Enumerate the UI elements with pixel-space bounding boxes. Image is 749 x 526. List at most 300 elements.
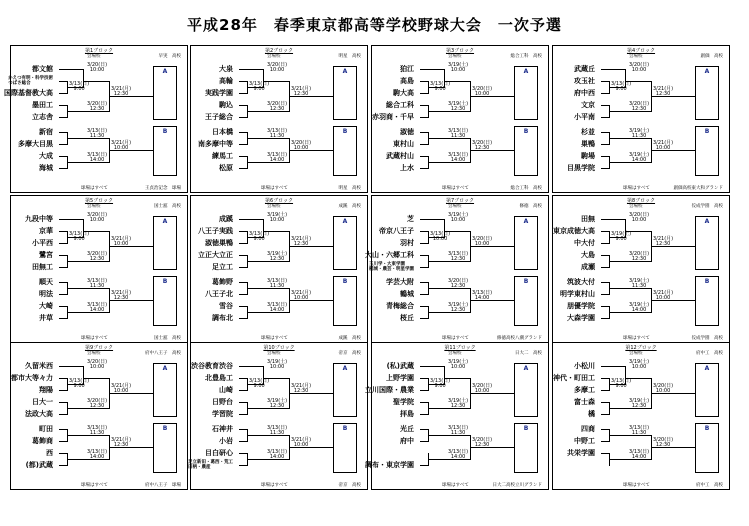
final-box-a bbox=[695, 363, 719, 417]
match-schedule: 3/13(日) 14:00 bbox=[267, 152, 288, 163]
footer-prefix: 球場はすべて bbox=[81, 483, 108, 488]
bracket-line bbox=[601, 255, 609, 256]
team-name: 新宿 bbox=[39, 128, 53, 136]
team-name: 小平南 bbox=[574, 113, 595, 121]
bracket-line bbox=[601, 453, 609, 454]
final-box-a-label: A bbox=[342, 218, 348, 225]
bracket-line bbox=[420, 414, 428, 415]
final-box-b bbox=[153, 126, 177, 176]
venue-label: 会場校 bbox=[87, 351, 101, 356]
bracket-line bbox=[247, 69, 263, 70]
match-schedule: 3/21(月) 12:30 bbox=[291, 86, 312, 97]
bracket-line bbox=[59, 132, 67, 133]
match-schedule: 3/21(月) 10:00 bbox=[291, 437, 312, 448]
venue-school: 日大二 高校 bbox=[515, 351, 542, 356]
team-name: 赤羽商・千早 bbox=[372, 113, 414, 121]
bracket-line bbox=[239, 117, 247, 118]
footer-prefix: 球場はすべて bbox=[442, 186, 469, 191]
bracket-line bbox=[59, 453, 67, 454]
bracket-line bbox=[239, 219, 247, 220]
bracket-line bbox=[420, 378, 428, 379]
bracket-block bbox=[365, 342, 549, 490]
team-name: 高島 bbox=[400, 77, 414, 85]
bracket-line bbox=[59, 69, 67, 70]
match-schedule: 3/19(土) 12:30 bbox=[267, 251, 288, 262]
final-box-a bbox=[695, 216, 719, 270]
bracket-line bbox=[59, 168, 67, 169]
footer-venue: 王貞治記念 球場 bbox=[145, 186, 181, 191]
team-name: 立志舎 bbox=[32, 113, 53, 121]
bracket-line bbox=[420, 441, 428, 442]
bracket-line bbox=[239, 255, 247, 256]
match-schedule: 3/13(日) 11:30 bbox=[448, 425, 469, 436]
team-name: 文京 bbox=[581, 101, 595, 109]
bracket-line bbox=[601, 414, 609, 415]
bracket-line bbox=[609, 219, 625, 220]
final-box-a-label: A bbox=[704, 365, 710, 372]
team-name: 聖学院 bbox=[393, 398, 414, 406]
team-name: 武蔵村山 bbox=[386, 152, 414, 160]
team-name: 玉川学・大東学園 稲城・農芸・明星学園 bbox=[369, 262, 414, 272]
match-schedule: 3/20(日) 12:30 bbox=[472, 437, 493, 448]
team-name: 朋優学院 bbox=[567, 302, 595, 310]
block-title: 第12ブロック bbox=[625, 345, 657, 351]
bracket-line bbox=[239, 168, 247, 169]
final-box-a bbox=[153, 363, 177, 417]
footer-venue: 創価高校東大和グランド bbox=[673, 186, 723, 191]
match-schedule: 3/21(月) 12:30 bbox=[111, 437, 132, 448]
team-name: (私)武蔵 bbox=[386, 362, 414, 370]
bracket-line bbox=[239, 282, 247, 283]
bracket-line bbox=[601, 144, 609, 145]
final-box-b bbox=[695, 423, 719, 473]
match-schedule: 3/19(土) 14:00 bbox=[629, 152, 650, 163]
team-name: 明法 bbox=[39, 290, 53, 298]
final-box-a bbox=[153, 66, 177, 120]
team-name: 田無工 bbox=[32, 263, 53, 271]
match-schedule: 3/20(日) 12:30 bbox=[472, 140, 493, 151]
bracket-line bbox=[428, 69, 444, 70]
bracket-line bbox=[420, 81, 428, 82]
match-schedule: 3/13(日) 12:30 bbox=[448, 251, 469, 262]
team-name: 日野台 bbox=[212, 398, 233, 406]
match-schedule: 3/20(日) 10:00 bbox=[629, 212, 650, 223]
bracket-block bbox=[552, 45, 730, 193]
final-box-a-label: A bbox=[162, 68, 168, 75]
final-box-a-label: A bbox=[342, 68, 348, 75]
bracket-line bbox=[420, 168, 428, 169]
block-title: 第4ブロック bbox=[626, 48, 656, 54]
bracket-line bbox=[59, 81, 67, 82]
match-schedule: 3/21(月) 10:00 bbox=[111, 140, 132, 151]
team-name: 総合工科 bbox=[386, 101, 414, 109]
team-name: 鷺宮 bbox=[39, 251, 53, 259]
match-schedule: 3/13(日) 11:30 bbox=[448, 128, 469, 139]
team-name: かえつ有明・科学技術 つばさ総合 bbox=[8, 76, 53, 86]
venue-school: 国士舘 高校 bbox=[154, 204, 181, 209]
bracket-block bbox=[10, 195, 188, 343]
venue-label: 会場校 bbox=[629, 351, 643, 356]
venue-label: 会場校 bbox=[448, 54, 462, 59]
team-name: 練馬工 bbox=[212, 152, 233, 160]
match-schedule: 3/20(日) 10:00 bbox=[87, 359, 108, 370]
final-box-b-label: B bbox=[523, 278, 529, 285]
match-schedule: 3/20(日) 12:30 bbox=[653, 437, 674, 448]
team-name: 駒込 bbox=[219, 101, 233, 109]
match-schedule: 3/13(日) 11:30 bbox=[267, 425, 288, 436]
final-box-b-label: B bbox=[523, 425, 529, 432]
team-name: 大崎 bbox=[39, 302, 53, 310]
bracket-line bbox=[247, 219, 263, 220]
match-schedule: 3/21(月) 10:00 bbox=[111, 383, 132, 394]
bracket-line bbox=[420, 231, 428, 232]
team-name: 立川国際・農業 bbox=[365, 386, 414, 394]
team-name: 翔陽 bbox=[39, 386, 53, 394]
match-schedule: 3/13(日) 11:30 bbox=[87, 128, 108, 139]
bracket-line bbox=[601, 390, 609, 391]
block-title: 第5ブロック bbox=[84, 198, 114, 204]
venue-school: 府中八王子 高校 bbox=[145, 351, 181, 356]
team-name: 久留米西 bbox=[25, 362, 53, 370]
bracket-line bbox=[239, 366, 247, 367]
team-name: 上水 bbox=[400, 164, 414, 172]
bracket-line bbox=[601, 282, 609, 283]
bracket-line bbox=[420, 132, 428, 133]
team-name: 富士森 bbox=[574, 398, 595, 406]
bracket-block bbox=[365, 195, 549, 343]
match-schedule: 3/13(日) 9:00 bbox=[69, 378, 90, 389]
match-schedule: 3/21(月) 10:00 bbox=[111, 236, 132, 247]
team-name: 葛飾野 bbox=[212, 278, 233, 286]
team-name: 都市大等々力 bbox=[11, 374, 53, 382]
block-title: 第6ブロック bbox=[264, 198, 294, 204]
bracket-line bbox=[239, 69, 247, 70]
bracket-block bbox=[190, 342, 368, 490]
team-name: 淑徳巣鴨 bbox=[205, 239, 233, 247]
block-title: 第2ブロック bbox=[264, 48, 294, 54]
match-schedule: 3/21(月) 12:30 bbox=[653, 86, 674, 97]
bracket-line bbox=[420, 144, 428, 145]
venue-school: 明星 高校 bbox=[338, 54, 361, 59]
match-schedule: 3/13(日) 14:00 bbox=[448, 449, 469, 460]
bracket-line bbox=[239, 453, 247, 454]
bracket-line bbox=[420, 429, 428, 430]
block-title: 第1ブロック bbox=[84, 48, 114, 54]
match-schedule: 3/13(日) 9:00 bbox=[611, 81, 632, 92]
match-schedule: 3/20(日) 12:30 bbox=[629, 251, 650, 262]
match-schedule: 3/21(月) 12:30 bbox=[291, 383, 312, 394]
match-schedule: 3/20(日) 12:30 bbox=[448, 278, 469, 289]
match-schedule: 3/19(土) 14:00 bbox=[629, 302, 650, 313]
match-schedule: 3/13(日) 14:00 bbox=[87, 449, 108, 460]
bracket-line bbox=[601, 156, 609, 157]
match-schedule: 3/13(日) 9:00 bbox=[69, 81, 90, 92]
bracket-line bbox=[239, 81, 247, 82]
team-name: 光丘 bbox=[400, 425, 414, 433]
bracket-line bbox=[239, 429, 247, 430]
match-schedule: 3/19(土) 10:00 bbox=[629, 359, 650, 370]
match-schedule: 3/13(日) 11:30 bbox=[87, 278, 108, 289]
team-name: 南多摩中等 bbox=[198, 140, 233, 148]
venue-school: 佼成学園 高校 bbox=[691, 204, 723, 209]
team-name: 学芸大附 bbox=[386, 278, 414, 286]
bracket-line bbox=[601, 402, 609, 403]
match-schedule: 3/19(土) 10:00 bbox=[267, 359, 288, 370]
bracket-line bbox=[601, 219, 609, 220]
venue-school: 修徳 高校 bbox=[519, 204, 542, 209]
team-name: 共栄学園 bbox=[567, 449, 595, 457]
venue-school: 帝京 高校 bbox=[338, 351, 361, 356]
team-name: 大成 bbox=[39, 152, 53, 160]
team-name: 大山・六郷工科 bbox=[365, 251, 414, 259]
match-schedule: 3/13(日) 14:00 bbox=[87, 302, 108, 313]
block-title: 第8ブロック bbox=[626, 198, 656, 204]
final-box-b bbox=[514, 126, 538, 176]
bracket-line bbox=[601, 441, 609, 442]
match-schedule: 3/13(日) 9:00 bbox=[249, 231, 270, 242]
footer-prefix: 球場はすべて bbox=[623, 483, 650, 488]
final-box-b bbox=[153, 276, 177, 326]
match-schedule: 3/21(月) 12:30 bbox=[291, 236, 312, 247]
team-name: 立正大立正 bbox=[198, 251, 233, 259]
final-box-b-label: B bbox=[162, 278, 168, 285]
footer-prefix: 球場はすべて bbox=[261, 336, 288, 341]
team-name: 大森学園 bbox=[567, 314, 595, 322]
bracket-line bbox=[67, 69, 83, 70]
final-box-b-label: B bbox=[342, 128, 348, 135]
venue-school: 総合工科 高校 bbox=[510, 54, 542, 59]
team-name: 日大一 bbox=[32, 398, 53, 406]
bracket-line bbox=[601, 318, 609, 319]
match-schedule: 3/19(土) 12:30 bbox=[267, 398, 288, 409]
team-name: 八王子北 bbox=[205, 290, 233, 298]
bracket-line bbox=[67, 366, 83, 367]
match-schedule: 3/20(日) 10:00 bbox=[87, 62, 108, 73]
match-schedule: 3/20(日) 12:30 bbox=[87, 101, 108, 112]
footer-venue: 佼成学園 高校 bbox=[691, 336, 723, 341]
bracket-line bbox=[59, 366, 67, 367]
match-schedule: 3/13(日) 9:00 bbox=[249, 378, 270, 389]
match-schedule: 3/20(日) 10:00 bbox=[472, 86, 493, 97]
block-title: 第3ブロック bbox=[445, 48, 475, 54]
bracket-line bbox=[239, 441, 247, 442]
final-box-b-label: B bbox=[704, 278, 710, 285]
team-name: 海城 bbox=[39, 164, 53, 172]
bracket-line bbox=[420, 402, 428, 403]
final-box-a bbox=[514, 66, 538, 120]
team-name: 多摩大目黒 bbox=[18, 140, 53, 148]
team-name: 高輪 bbox=[219, 77, 233, 85]
bracket-line bbox=[420, 243, 428, 244]
team-name: 雪谷 bbox=[219, 302, 233, 310]
bracket-line bbox=[601, 366, 609, 367]
footer-venue: 国士舘 高校 bbox=[154, 336, 181, 341]
team-name: 八王子実践 bbox=[198, 227, 233, 235]
bracket-line bbox=[239, 465, 247, 466]
footer-prefix: 球場はすべて bbox=[261, 186, 288, 191]
match-schedule: 3/13(日) 11:30 bbox=[87, 425, 108, 436]
bracket-line bbox=[247, 366, 263, 367]
final-box-a bbox=[333, 216, 357, 270]
team-name: 実践学園 bbox=[205, 89, 233, 97]
bracket-line bbox=[59, 156, 67, 157]
footer-prefix: 球場はすべて bbox=[623, 186, 650, 191]
match-schedule: 3/13(日) 9:00 bbox=[611, 378, 632, 389]
final-box-a-label: A bbox=[704, 68, 710, 75]
bracket-line bbox=[59, 219, 67, 220]
bracket-line bbox=[59, 231, 67, 232]
bracket-line bbox=[59, 441, 67, 442]
bracket-line bbox=[59, 465, 67, 466]
footer-prefix: 球場はすべて bbox=[81, 186, 108, 191]
match-schedule: 3/19(土) 12:30 bbox=[629, 398, 650, 409]
team-name: 府中 bbox=[400, 437, 414, 445]
team-name: 四商 bbox=[581, 425, 595, 433]
match-schedule: 3/21(月) 12:30 bbox=[111, 290, 132, 301]
team-name: 小松川 bbox=[574, 362, 595, 370]
venue-school: 創価 高校 bbox=[700, 54, 723, 59]
team-name: 桜丘 bbox=[400, 314, 414, 322]
venue-label: 会場校 bbox=[87, 54, 101, 59]
bracket-block bbox=[10, 342, 188, 490]
match-schedule: 3/13(日) 9:00 bbox=[430, 81, 451, 92]
team-name: 鶴城 bbox=[400, 290, 414, 298]
page-title: 平成28年 春季東京都高等学校野球大会 一次予選 bbox=[187, 16, 562, 34]
team-name: 芝 bbox=[407, 215, 414, 223]
team-name: 成蹊 bbox=[219, 215, 233, 223]
match-schedule: 3/13(日) 14:00 bbox=[87, 152, 108, 163]
final-box-a bbox=[153, 216, 177, 270]
bracket-line bbox=[601, 243, 609, 244]
final-box-b-label: B bbox=[342, 425, 348, 432]
match-schedule: 3/20(日) 10:00 bbox=[653, 383, 674, 394]
team-name: 東村山 bbox=[393, 140, 414, 148]
team-name: 日本橋 bbox=[212, 128, 233, 136]
final-box-b-label: B bbox=[162, 128, 168, 135]
venue-label: 会場校 bbox=[629, 54, 643, 59]
footer-venue: 修徳高校八潮グランド bbox=[497, 336, 542, 341]
venue-label: 会場校 bbox=[267, 54, 281, 59]
team-name: 上野学園 bbox=[386, 374, 414, 382]
team-name: 東京成徳大高 bbox=[553, 227, 595, 235]
team-name: 青梅総合 bbox=[386, 302, 414, 310]
bracket-line bbox=[239, 105, 247, 106]
venue-school: 成蹊 高校 bbox=[338, 204, 361, 209]
match-schedule: 3/19(土) 11:30 bbox=[629, 128, 650, 139]
footer-venue: 成蹊 高校 bbox=[338, 336, 361, 341]
bracket-line bbox=[239, 144, 247, 145]
team-name: 石神井 bbox=[212, 425, 233, 433]
bracket-line bbox=[59, 429, 67, 430]
team-name: 成瀬 bbox=[581, 263, 595, 271]
footer-prefix: 球場はすべて bbox=[623, 336, 650, 341]
bracket-line bbox=[420, 219, 428, 220]
bracket-block bbox=[190, 195, 368, 343]
team-name: 松原 bbox=[219, 164, 233, 172]
footer-prefix: 球場はすべて bbox=[261, 483, 288, 488]
team-name: 大島 bbox=[581, 251, 595, 259]
bracket-line bbox=[609, 366, 625, 367]
venue-label: 会場校 bbox=[448, 204, 462, 209]
match-schedule: 3/21(月) 12:30 bbox=[111, 86, 132, 97]
bracket-line bbox=[609, 69, 625, 70]
team-name: (都)武蔵 bbox=[25, 461, 53, 469]
match-schedule: 3/21(月) 10:00 bbox=[291, 290, 312, 301]
final-box-a-label: A bbox=[523, 218, 529, 225]
venue-label: 会場校 bbox=[267, 204, 281, 209]
bracket-line bbox=[420, 465, 428, 466]
team-name: 杉並 bbox=[581, 128, 595, 136]
match-schedule: 3/21(月) 12:30 bbox=[653, 236, 674, 247]
match-schedule: 3/13(日) 14:00 bbox=[472, 290, 493, 301]
team-name: 順天 bbox=[39, 278, 53, 286]
final-box-b-label: B bbox=[704, 425, 710, 432]
match-schedule: 3/21(月) 10:00 bbox=[653, 290, 674, 301]
block-title: 第7ブロック bbox=[445, 198, 475, 204]
bracket-line bbox=[601, 117, 609, 118]
team-name: 駒場 bbox=[581, 152, 595, 160]
bracket-line bbox=[59, 378, 67, 379]
match-schedule: 3/19(土) 11:30 bbox=[629, 278, 650, 289]
match-schedule: 3/19(土) 12:30 bbox=[448, 101, 469, 112]
bracket-line bbox=[59, 117, 67, 118]
match-schedule: 3/20(日) 10:00 bbox=[472, 236, 493, 247]
team-name: 巣鴨 bbox=[581, 140, 595, 148]
final-box-b bbox=[333, 423, 357, 473]
final-box-b bbox=[514, 423, 538, 473]
bracket-line bbox=[59, 243, 67, 244]
team-name: 駒大高 bbox=[393, 89, 414, 97]
match-schedule: 3/20(日) 12:30 bbox=[87, 398, 108, 409]
team-name: 渋谷教育渋谷 bbox=[191, 362, 233, 370]
bracket-line bbox=[239, 414, 247, 415]
team-name: 調布・東京学園 bbox=[365, 461, 414, 469]
match-schedule: 3/19(土) 10:00 bbox=[448, 62, 469, 73]
team-name: 京華 bbox=[39, 227, 53, 235]
match-schedule: 3/13(日) 11:30 bbox=[267, 278, 288, 289]
match-schedule: 3/19(土) 9:00 bbox=[611, 231, 632, 242]
team-name: 町田 bbox=[39, 425, 53, 433]
bracket-line bbox=[601, 93, 609, 94]
bracket-line bbox=[601, 81, 609, 82]
bracket-line bbox=[420, 306, 428, 307]
bracket-line bbox=[601, 168, 609, 169]
match-schedule: 3/19(土) 10:00 bbox=[448, 212, 469, 223]
team-name: 国際基督教大高 bbox=[4, 89, 53, 97]
venue-label: 会場校 bbox=[629, 204, 643, 209]
bracket-line bbox=[239, 306, 247, 307]
final-box-b bbox=[514, 276, 538, 326]
bracket-line bbox=[239, 318, 247, 319]
bracket-line bbox=[601, 267, 609, 268]
team-name: 拝島 bbox=[400, 410, 414, 418]
team-name: 明学東村山 bbox=[560, 290, 595, 298]
team-name: 足立工 bbox=[212, 263, 233, 271]
team-name: 葛飾商 bbox=[32, 437, 53, 445]
match-schedule: 3/19(土) 12:30 bbox=[448, 302, 469, 313]
final-box-b bbox=[333, 276, 357, 326]
final-box-a-label: A bbox=[704, 218, 710, 225]
match-schedule: 3/20(日) 10:00 bbox=[629, 62, 650, 73]
match-schedule: 3/13(日) 14:00 bbox=[448, 152, 469, 163]
block-title: 第9ブロック bbox=[84, 345, 114, 351]
match-schedule: 3/13(日) 9:00 bbox=[69, 231, 90, 242]
team-name: 筑波大付 bbox=[567, 278, 595, 286]
bracket-line bbox=[420, 282, 428, 283]
bracket-line bbox=[420, 69, 428, 70]
bracket-line bbox=[59, 402, 67, 403]
bracket-line bbox=[239, 156, 247, 157]
